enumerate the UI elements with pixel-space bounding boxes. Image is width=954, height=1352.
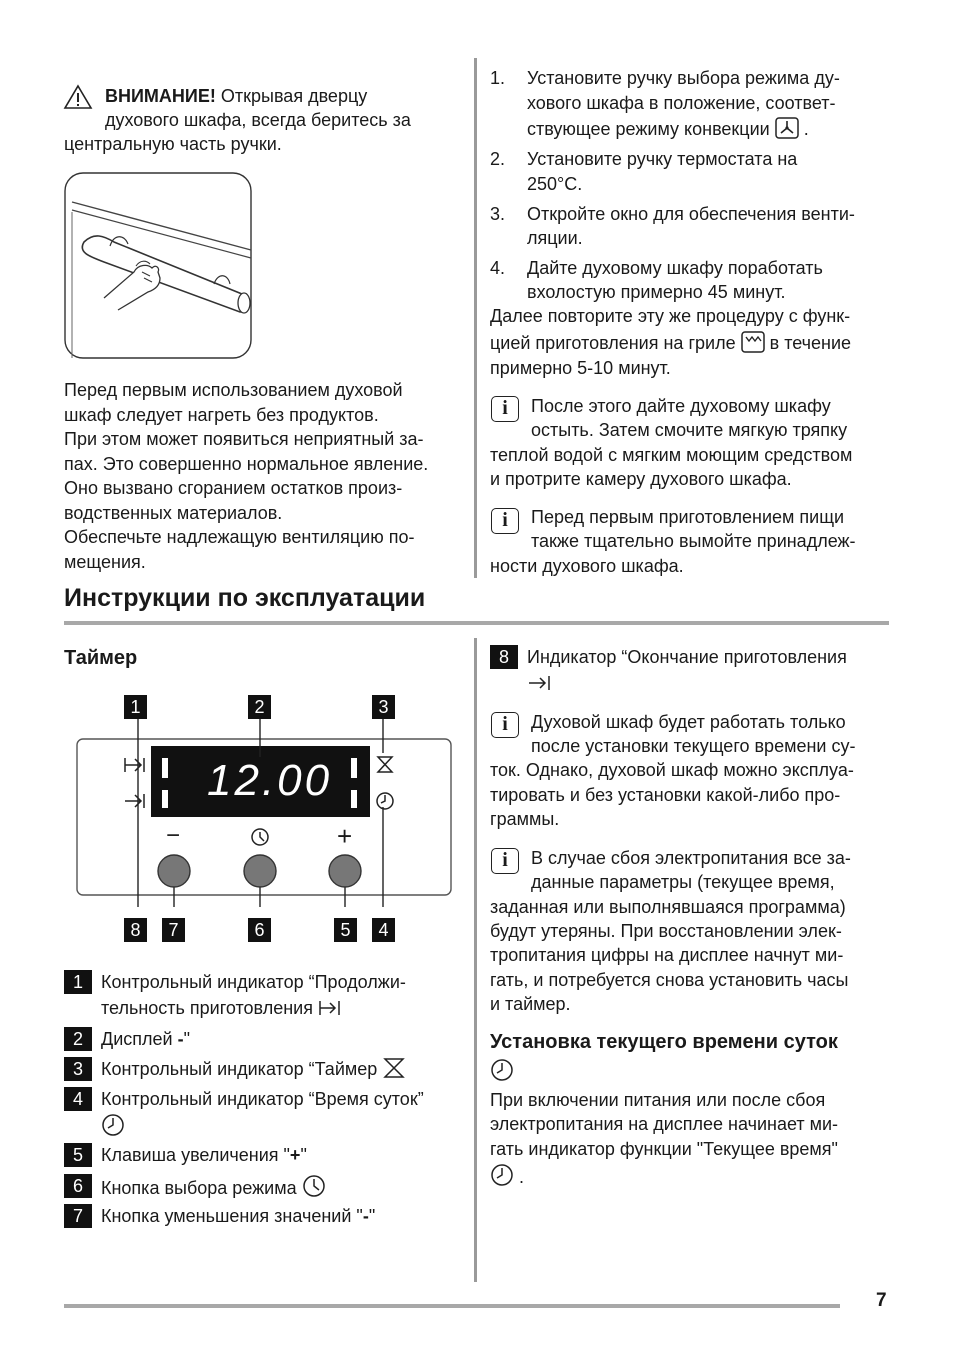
- mode-icon: [302, 1174, 326, 1198]
- info-wash-line: ности духового шкафа.: [490, 556, 684, 576]
- info-power-line: заданная или выполнявшаяся программа): [490, 897, 846, 917]
- legend-text: Клавиша увеличения ": [101, 1145, 290, 1165]
- repeat-text: в течение: [769, 333, 852, 353]
- callout-8: 8: [124, 918, 147, 942]
- info-cool-line: После этого дайте духовому шкафу: [531, 396, 831, 416]
- step-text: ляции.: [527, 228, 583, 248]
- callout-1: 1: [124, 695, 147, 719]
- intro-line: Обеспечьте надлежащую вентиляцию по-: [64, 527, 415, 547]
- repeat-line-1: Далее повторите эту же процедуру с функ-: [490, 306, 851, 326]
- info-setup-line: граммы.: [490, 809, 560, 829]
- timer-panel-diagram: [76, 695, 452, 943]
- display-digits: 12.00: [207, 756, 333, 805]
- step-text: хового шкафа в положение, соответ-: [527, 93, 836, 113]
- repeat-line-2: [490, 331, 851, 356]
- info-power-line: гать, и потребуется снова установить часы: [490, 970, 849, 990]
- legend-text-wrap: [101, 1204, 375, 1229]
- info-setup-line: тировать и без установки какой-либо про-: [490, 785, 841, 805]
- timer-title: Таймер: [64, 647, 138, 669]
- info-icon: i: [491, 848, 519, 874]
- legend-text: Контрольный индикатор “Таймер: [101, 1059, 378, 1079]
- footer-rule: [64, 1304, 840, 1308]
- page-number: 7: [876, 1290, 887, 1311]
- repeat-text: цией приготовления на гриле: [490, 333, 736, 353]
- legend-number: 2: [64, 1027, 92, 1051]
- step-text: ствующее режиму конвекции: [527, 119, 770, 139]
- info-setup-line: после установки текущего времени су-: [531, 736, 856, 756]
- info-setup-line: Духовой шкаф будет работать только: [531, 712, 846, 732]
- warning-text: Открывая дверцу: [215, 86, 368, 106]
- callout-4: 4: [372, 918, 395, 942]
- legend-number: 1: [64, 970, 92, 994]
- step-number: 2.: [490, 149, 506, 169]
- clock-line: электропитания на дисплее начинает ми-: [490, 1114, 839, 1134]
- step-text: Откройте окно для обеспечения венти-: [527, 204, 855, 224]
- step-number: 1.: [490, 68, 506, 88]
- legend-bold: -: [177, 1029, 184, 1049]
- legend-text-wrap: [101, 1174, 326, 1201]
- callout-2: 2: [248, 695, 271, 719]
- legend-tail: ": [368, 1206, 376, 1226]
- warning-icon: [63, 84, 93, 110]
- step-text: Установите ручку термостата на: [527, 149, 798, 169]
- legend-text-cont: [101, 996, 342, 1021]
- clock-line-tail: [490, 1163, 524, 1190]
- info-power-line: будут утеряны. При восстановлении элек-: [490, 921, 842, 941]
- legend-text: тельность приготовления: [101, 998, 313, 1018]
- clock-icon: [490, 1058, 514, 1082]
- clock-line: При включении питания или после сбоя: [490, 1090, 826, 1110]
- item8-text: Индикатор “Окончание приготовления: [527, 647, 847, 667]
- info-cool-line: и протрите камеру духового шкафа.: [490, 469, 792, 489]
- info-power-line: В случае сбоя электропитания все за-: [531, 848, 851, 868]
- step-tail: .: [803, 119, 809, 139]
- repeat-line-3: примерно 5-10 минут.: [490, 358, 671, 378]
- info-power-line: и таймер.: [490, 994, 571, 1014]
- callout-6: 6: [248, 918, 271, 942]
- mode-button[interactable]: [244, 855, 276, 887]
- clock-line: гать индикатор функции "Текущее время": [490, 1139, 838, 1159]
- section-title: Инструкции по эксплуатации: [64, 584, 426, 612]
- legend-text: Контрольный индикатор “Время суток”: [101, 1089, 424, 1109]
- warning-label: ВНИМАНИЕ!: [105, 86, 216, 106]
- column-divider-top: [474, 58, 477, 578]
- info-icon: i: [491, 712, 519, 738]
- step-text: вхолостую примерно 45 минут.: [527, 282, 786, 302]
- legend-text: Контрольный индикатор “Продолжи-: [101, 972, 406, 992]
- info-cool-line: теплой водой с мягким моющим средством: [490, 445, 853, 465]
- legend-number: 6: [64, 1174, 92, 1198]
- intro-line: Перед первым использованием духовой: [64, 380, 403, 400]
- clock-icon: [490, 1163, 514, 1187]
- info-icon: i: [491, 396, 519, 422]
- clock-section-title: Установка текущего времени суток: [490, 1031, 838, 1053]
- info-wash-line: также тщательно вымойте принадлеж-: [531, 531, 856, 551]
- minus-label: −: [166, 822, 181, 849]
- oven-handle-illustration: [64, 172, 252, 359]
- callout-7: 7: [162, 918, 185, 942]
- info-wash-line: Перед первым приготовлением пищи: [531, 507, 845, 527]
- convection-fan-icon: [775, 117, 799, 139]
- legend-number: 7: [64, 1204, 92, 1228]
- legend-bold: -: [362, 1206, 369, 1226]
- legend-text-wrap: [101, 1057, 406, 1082]
- legend-tail: ": [183, 1029, 190, 1049]
- callout-5: 5: [334, 918, 357, 942]
- legend-text-wrap: [101, 1143, 307, 1168]
- info-cool-line: остыть. Затем смочите мягкую тряпку: [531, 420, 848, 440]
- info-setup-line: ток. Однако, духовой шкаф можно эксплуа-: [490, 760, 854, 780]
- section-rule: [64, 621, 889, 625]
- column-divider-bottom: [474, 638, 477, 1282]
- legend-number: 3: [64, 1057, 92, 1081]
- step-number: 4.: [490, 258, 506, 278]
- legend-bold: +: [289, 1145, 301, 1165]
- plus-button[interactable]: [329, 855, 361, 887]
- clock-tail: .: [519, 1167, 525, 1187]
- step-number: 3.: [490, 204, 506, 224]
- legend-text-wrap: [101, 1027, 190, 1052]
- info-power-line: данные параметры (текущее время,: [531, 872, 835, 892]
- step-text: Дайте духовому шкафу поработать: [527, 258, 823, 278]
- legend-tail: ": [300, 1145, 307, 1165]
- plus-label: +: [337, 821, 353, 851]
- warning-line-3: центральную часть ручки.: [64, 134, 282, 154]
- step-text: 250°C.: [527, 174, 583, 194]
- info-power-line: тропитания цифры на дисплее начнут ми-: [490, 945, 844, 965]
- legend-number: 8: [490, 645, 518, 669]
- legend-number: 5: [64, 1143, 92, 1167]
- hourglass-icon: [382, 1057, 406, 1079]
- legend-text: Дисплей: [101, 1029, 178, 1049]
- clock-icon: [101, 1113, 125, 1137]
- legend-text: Кнопка уменьшения значений ": [101, 1206, 363, 1226]
- intro-paragraph: [64, 378, 428, 574]
- warning-line-1: [105, 84, 367, 109]
- intro-line: При этом может появиться неприятный за-: [64, 429, 424, 449]
- step-text: Установите ручку выбора режима ду-: [527, 68, 840, 88]
- legend-number: 4: [64, 1087, 92, 1111]
- step-text-last: [527, 117, 809, 142]
- minus-button[interactable]: [158, 855, 190, 887]
- legend-text: Кнопка выбора режима: [101, 1178, 297, 1198]
- info-icon: i: [491, 508, 519, 534]
- intro-line: шкаф следует нагреть без продуктов.: [64, 404, 379, 425]
- legend-icon-wrap: [101, 1113, 125, 1140]
- intro-line: водственных материалов.: [64, 502, 283, 523]
- intro-line: мещения.: [64, 551, 146, 572]
- intro-line: пах. Это совершенно нормальное явление.: [64, 453, 429, 474]
- warning-line-2: духового шкафа, всегда беритесь за: [105, 110, 411, 130]
- callout-3: 3: [372, 695, 395, 719]
- grill-icon: [741, 331, 765, 353]
- intro-line: Оно вызвано сгоранием остатков произ-: [64, 478, 403, 498]
- duration-icon: [318, 998, 342, 1018]
- end-icon: [527, 673, 553, 693]
